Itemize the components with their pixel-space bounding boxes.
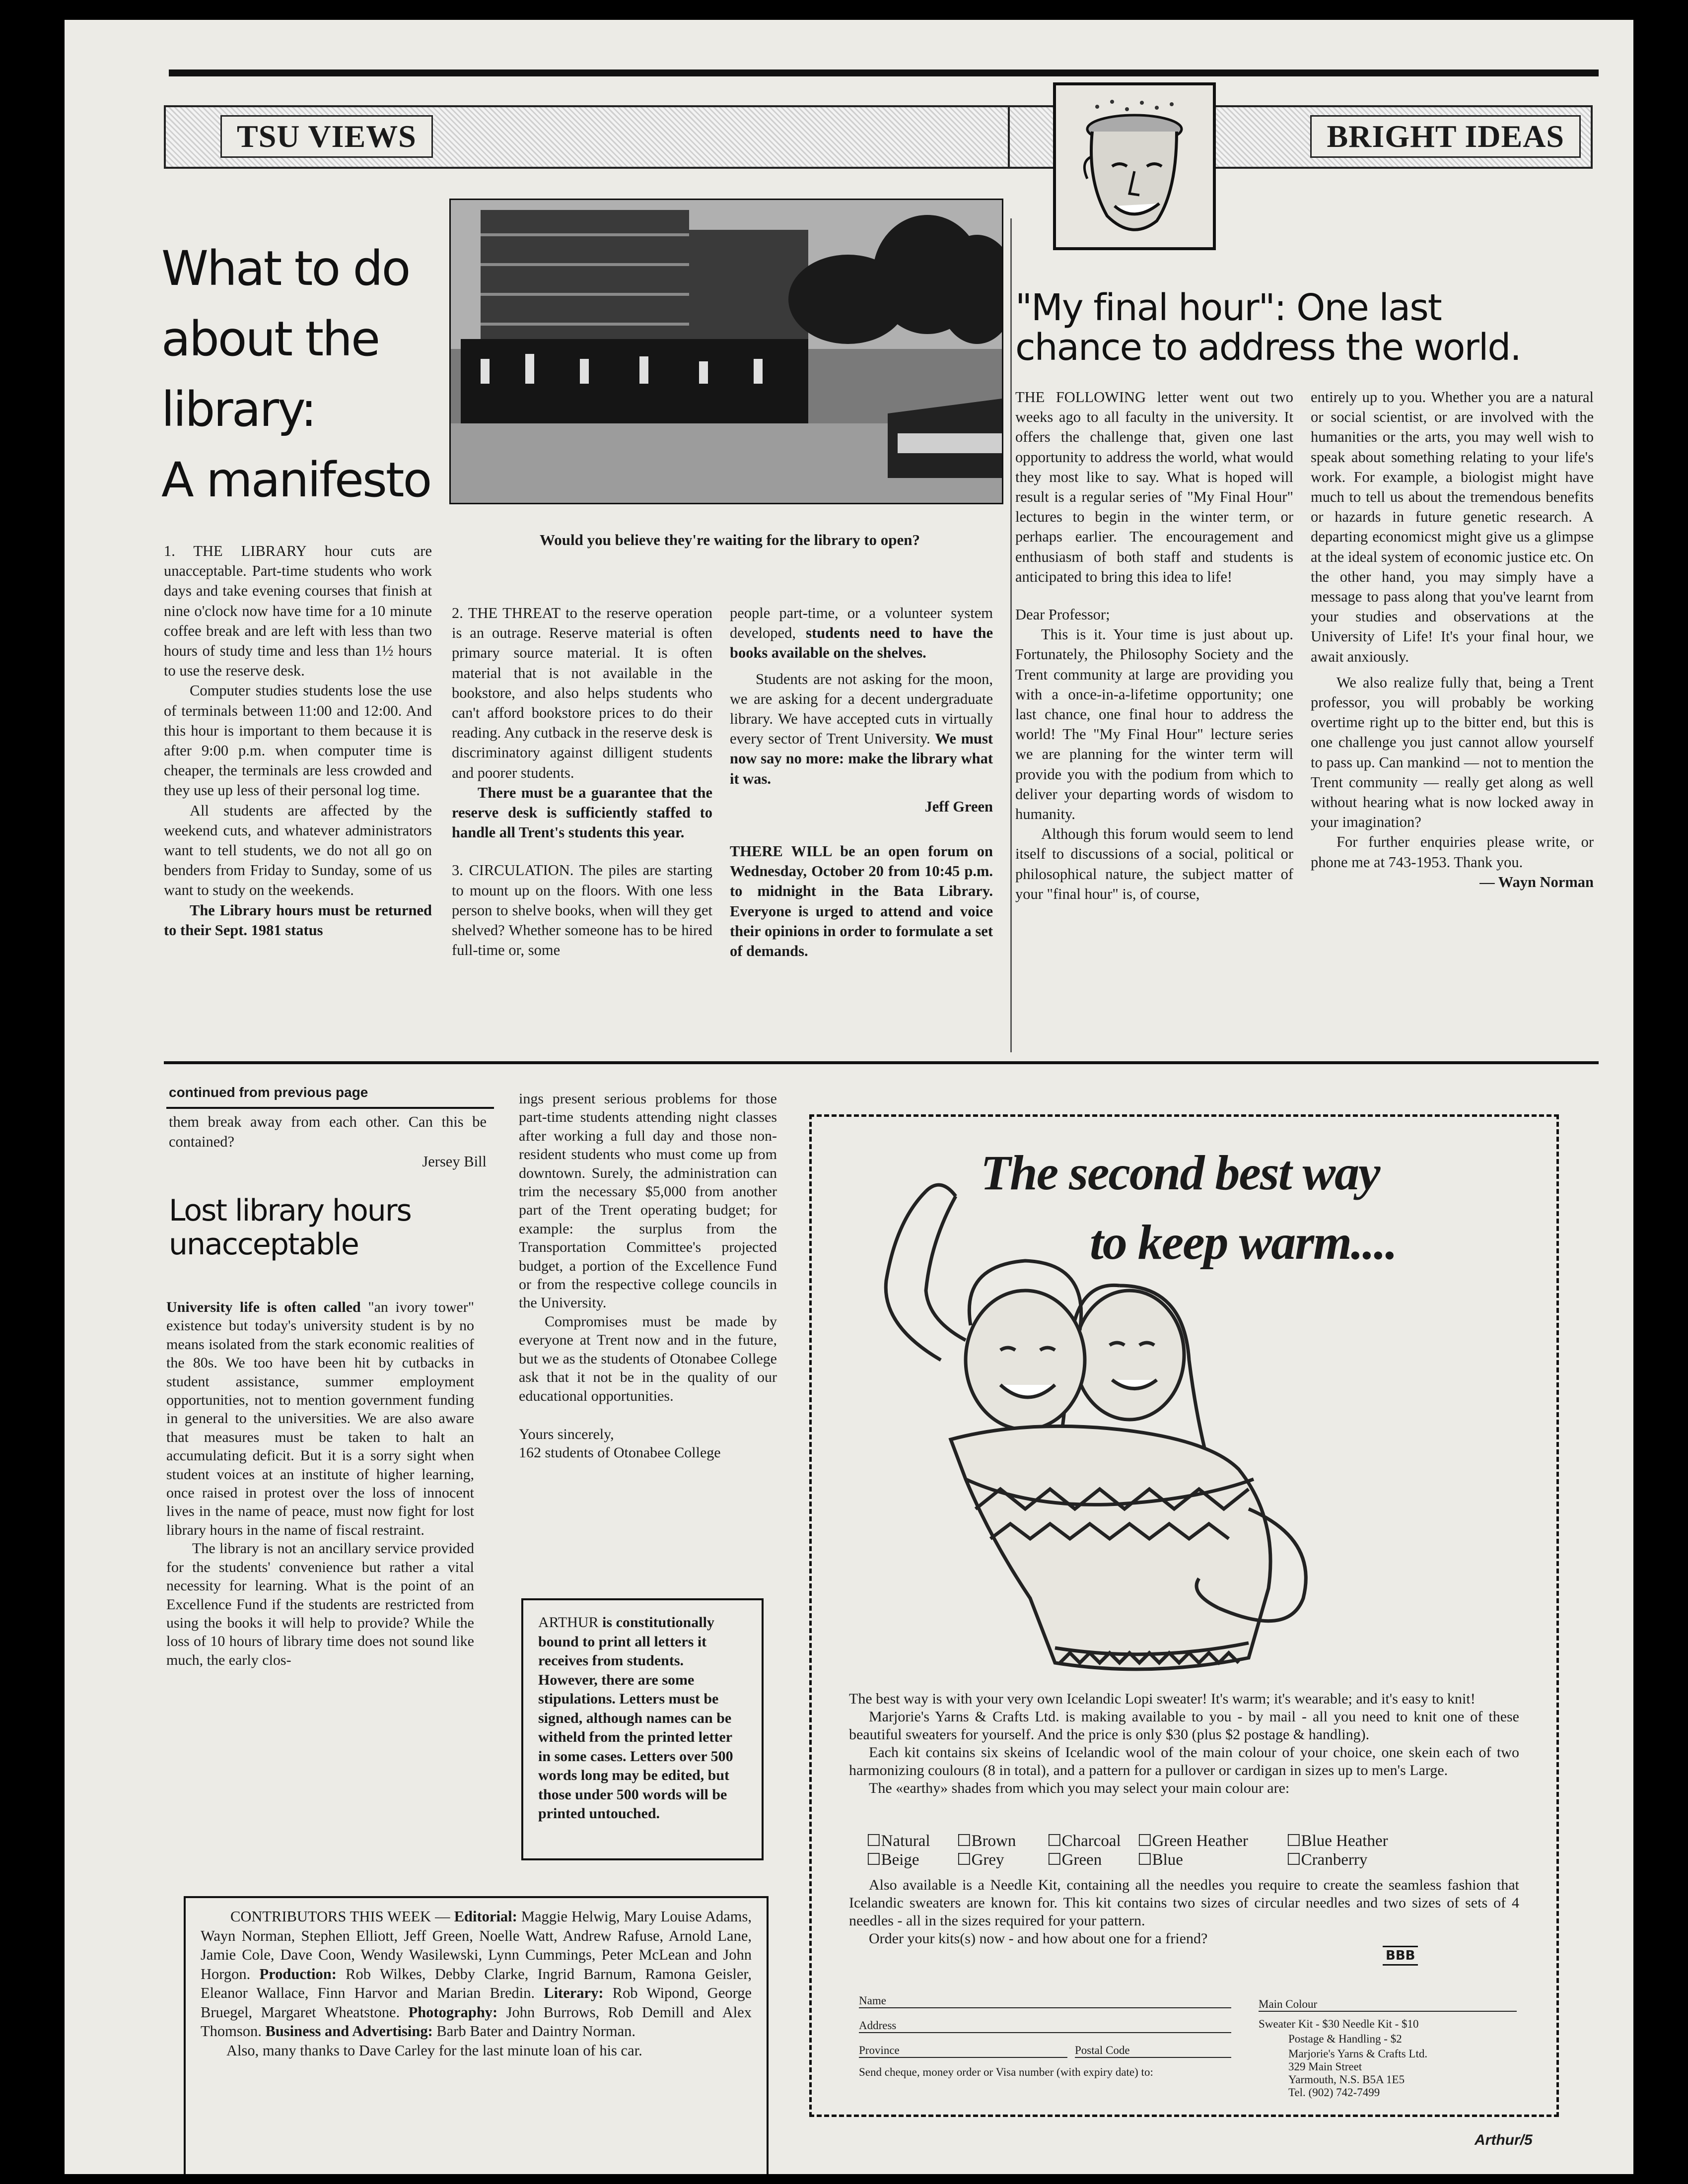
colour-row-1 — [866, 1832, 1527, 1850]
ad-paragraph-2: Marjorie's Yarns & Crafts Ltd. is making available to you - by mail - all you need to knit one of these beautiful sweaters for yourself. And the price is only $30 (plus $2 postage & handling). — [849, 1708, 1519, 1743]
lost-hours-paragraph-3: ings present serious problems for those part-time students attending night classes after working a full day and those non-resident students who must come up from downtown. Surely, the administration can trim the necessary $5,000 from another part of the Trent operating budget; for example: the surplus from the Transportation Committee's projected budget, a portion of the Excellence Fund or from the respective college councils in the University. — [519, 1091, 777, 1311]
colour-option[interactable]: ☐Beige — [866, 1851, 919, 1869]
ad-headline-2: to keep warm.... — [1090, 1215, 1397, 1270]
colour-option[interactable]: ☐Blue Heather — [1286, 1832, 1388, 1850]
ad-logo: BBB — [1383, 1946, 1418, 1966]
colour-option[interactable]: ☐Green Heather — [1137, 1832, 1248, 1850]
manifesto-headline: What to do about the library: A manifesto — [161, 241, 431, 508]
ad-paragraph-3: Each kit contains six skeins of Icelandic wool of the main colour of your choice, one skein each of two harmonizing coulours (8 in total), and a pattern for a pullover or cardigan in sizes up to men's Large. — [849, 1744, 1519, 1778]
contributors-thanks: Also, many thanks to Dave Carley for the last minute loan of his car. — [226, 2042, 642, 2059]
form-name-field[interactable]: Name — [859, 1994, 1231, 2008]
tsu-views-label: TSU VIEWS — [220, 115, 433, 158]
form-province-field[interactable]: Province — [859, 2044, 1067, 2058]
final-hour-intro: THE FOLLOWING letter went out two weeks ago to all faculty in the university. It offers the challenge that, given one last opportunity to address the world, what would they most like to say. What is hoped will result is a regular series of "My Final Hour" lectures to begin in the winter term, or perhaps earlier. The encouragement and enthusiasm of both staff and students is anticipated to bring this idea to life! — [1015, 389, 1293, 585]
colour-option[interactable]: ☐Green — [1047, 1851, 1102, 1869]
lost-hours-paragraph-4: Compromises must be made by everyone at Trent now and in the future, but we as the students of Otonabee College ask that it not be in the quality of our educational opportunities. — [519, 1313, 777, 1404]
middle-rule — [164, 1061, 1599, 1064]
colour-option[interactable]: ☐Cranberry — [1286, 1851, 1368, 1869]
colour-option[interactable]: ☐Blue — [1137, 1851, 1183, 1869]
manifesto-col-3 — [730, 603, 993, 961]
ad-headline-1: The second best way — [981, 1145, 1380, 1200]
section-divider — [1010, 218, 1012, 1052]
continued-text: them break away from each other. Can this be contained? — [169, 1113, 487, 1151]
library-queue-photo — [449, 199, 1003, 504]
contributors-box — [184, 1896, 769, 2174]
ad-paragraph-1: The best way is with your very own Icelandic Lopi sweater! It's warm; it's wearable; and it's easy to knit! — [849, 1691, 1476, 1707]
ad-paragraph-5: Also available is a Needle Kit, containing all the needles you require to create the seamless fashion that Icelandic sweaters are known for. This kit contains two sizes of circular needles and two sizes of sets of 4 needles - all in the sizes required for your pattern. — [849, 1877, 1519, 1929]
manifesto-col-1 — [164, 541, 432, 940]
final-hour-paragraph-5: We also realize fully that, being a Trent professor, you will probably be working overtime right up to the bitter end, but this is one challenge you just cannot allow yourself to pass up. Can mankind — not to mention the Trent community — really get along as well without hearing what is now locked away in your imagination? — [1311, 674, 1594, 831]
lost-hours-col-1 — [166, 1298, 474, 1669]
final-hour-col-2 — [1311, 387, 1594, 892]
form-address-field[interactable]: Address — [859, 2019, 1231, 2033]
colour-option[interactable]: ☐Brown — [957, 1832, 1016, 1850]
arthur-letters-notice — [521, 1598, 764, 1860]
lost-hours-signers: 162 students of Otonabee College — [519, 1444, 721, 1461]
colour-option[interactable]: ☐Grey — [957, 1851, 1004, 1869]
colour-options — [866, 1832, 1527, 1869]
manifesto-point-2: 2. THE THREAT to the reserve operation is an outrage. Reserve material is often primary source material. It is often material that is not available in the bookstore, and also helps students who can't afford bookstore prices to do their reading. Any cutback in the reserve desk is discriminatory against dilligent students and poorer students. — [452, 605, 712, 781]
final-hour-salutation: Dear Professor; — [1015, 606, 1110, 623]
final-hour-paragraph-4: entirely up to you. Whether you are a natural or social scientist, or are involved with the humanities or the arts, you may well wish to speak about something relating to your life's work. For example, a biologist might have much to tell us about the tremendous benefits or hazards in future genetic research. A departing economicst might give us a glimpse at the ideal system of economic justice etc. On the other hand, you may simply have a message to pass along that you've learnt from your studies and observations at the University of Life! It's your final hour, we await anxiously. — [1311, 389, 1594, 665]
continued-label: continued from previous page — [169, 1085, 368, 1100]
ad-needle-kit — [849, 1876, 1519, 1948]
form-main-colour-field[interactable]: Main Colour — [1259, 1998, 1517, 2012]
manifesto-point-3: 3. CIRCULATION. The piles are starting to mount up on the floors. With one less person to shelve books, when will they get shelved? Whether someone has to be hired full-time or, some — [452, 862, 712, 959]
thinker-head-illustration — [1053, 82, 1216, 251]
continued-signature: Jersey Bill — [422, 1153, 487, 1170]
lost-hours-paragraph-2: The library is not an ancillary service provided for the students' convenience but rather a vital necessity for learning. What is the point of an Excellence Fund if the students are restricted from using the books it will help to provide? While the loss of 10 hours of library time does not sound like much, the early clos- — [166, 1540, 474, 1668]
colour-row-2 — [866, 1850, 1527, 1869]
manifesto-circulation-cont: people part-time, or a volunteer system developed, students need to have the books available on the shelves. — [730, 605, 993, 662]
manifesto-computer-studies: Computer studies students lose the use of terminals between 11:00 and 12:00. And this hour is important to them because it is after 9:00 p.m. when computer time is cheaper, the terminals are less crowded and they use up less of their personal log time. — [164, 682, 432, 799]
manifesto-hours-demand: The Library hours must be returned to their Sept. 1981 status — [164, 901, 432, 939]
lost-hours-col-2 — [519, 1090, 777, 1462]
final-hour-enquiries: For further enquiries please write, or phone me at 743-1953. Thank you. — [1311, 833, 1594, 871]
continued-underline — [166, 1107, 494, 1109]
colour-option[interactable]: ☐Charcoal — [1047, 1832, 1121, 1850]
page-number: Arthur/5 — [1475, 2132, 1533, 2148]
manifesto-col-2 — [452, 603, 712, 960]
photo-caption: Would you believe they're waiting for the library to open? — [539, 531, 920, 548]
final-hour-headline: "My final hour": One last chance to address the world. — [1015, 286, 1521, 369]
tsu-views-header — [164, 105, 1012, 169]
bright-ideas-label: BRIGHT IDEAS — [1310, 115, 1581, 158]
final-hour-signature: — Wayn Norman — [1479, 873, 1594, 890]
manifesto-point-1: 1. THE LIBRARY hour cuts are unacceptable. Part-time students who work days and take evening courses that finish at nine o'clock now have time for a 10 minute coffee break and are left with less than two hours of study time and less than 1½ hours to use the reserve desk. — [164, 543, 432, 680]
final-hour-paragraph-3: Although this forum would seem to lend itself to discussions of a social, political or philosophical nature, the subject matter of your "final hour" is, of course, — [1015, 825, 1293, 902]
manifesto-reserve-demand: There must be a guarantee that the reserve desk is sufficiently staffed to handle all Trent's students this year. — [452, 784, 712, 841]
manifesto-decent-library: Students are not asking for the moon, we are asking for a decent undergraduate library. We have accepted cuts in virtually every sector of Trent University. We must now say no more: make the library what it was. — [730, 670, 993, 787]
form-postage: Postage & Handling - $2 — [1288, 2033, 1402, 2045]
form-send-instructions: Send cheque, money order or Visa number (with expiry date) to: — [859, 2066, 1153, 2078]
couple-in-sweaters-illustration — [842, 1161, 1412, 1707]
vendor-address: Marjorie's Yarns & Crafts Ltd. 329 Main Street Yarmouth, N.S. B5A 1E5 Tel. (902) 742-7499 — [1288, 2048, 1428, 2099]
top-rule — [169, 69, 1599, 76]
continued-text-block — [169, 1112, 487, 1172]
ad-paragraph-6: Order your kits(s) now - and how about one for a friend? — [869, 1930, 1208, 1947]
colour-option[interactable]: ☐Natural — [866, 1832, 930, 1850]
manifesto-weekend-cuts: All students are affected by the weekend cuts, and whatever administrators want to tell students, we do not all go on benders from Friday to Sunday, some of us want to study on the weekends. — [164, 802, 432, 899]
lost-hours-paragraph-1: University life is often called "an ivory tower" existence but today's university student is by no means isolated from the stark economic realities of the 80s. We too have been hit by cutbacks in student assistance, summer employment opportunities, not to mention government funding in general to the universities. We are also aware that measures must be taken to halt an accumulating deficit. But it is a sorry sight when student voices at an institute of higher learning, once raised in protest over the loss of innocent lives in the name of peace, must now fight for lost library hours in the name of fiscal restraint. — [166, 1299, 474, 1538]
lost-hours-headline: Lost library hours unacceptable — [169, 1193, 411, 1262]
arthur-notice-text: ARTHUR is constitutionally bound to print all letters it receives from students. However, there are some stipulations. Letters must be signed, although names can be witheld from the printed letter in some cases. Letters over 500 words long may be edited, but those under 500 words will be printed untouched. — [538, 1614, 733, 1822]
newspaper-page — [65, 20, 1633, 2174]
contributors-text: CONTRIBUTORS THIS WEEK — Editorial: Maggie Helwig, Mary Louise Adams, Wayn Norman, Stephen Elliott, Jeff Green, Noelle Watt, Andrew Rafuse, Arnold Lane, Jamie Cole, Dave Coon, Wendy Wasilewski, Lynn Cummings, Peter McLean and John Horgon. Production: Rob Wilkes, Debby Clarke, Ingrid Barnum, Ramona Geisler, Eleanor Wallace, Finn Harvor and Marian Bredin. Literary: Rob Wipond, George Bruegel, Margaret Wheatstone. Photography: John Burrows, Rob Demill and Alex Thomson. Business and Advertising: Barb Bater and Daintry Norman. — [201, 1908, 752, 2040]
final-hour-paragraph-2: This is it. Your time is just about up. Fortunately, the Philosophy Society and the Trent community at large are providing you with a once-in-a-lifetime opportunity; one last chance, one final hour to address the world! The "My Final Hour" lecture series we are planning for the winter term will provide you with the podium from which to deliver your departing words of wisdom to humanity. — [1015, 626, 1293, 823]
lost-hours-closing: Yours sincerely, — [519, 1426, 614, 1442]
photo-image — [451, 200, 1002, 503]
ad-paragraph-4: The «earthy» shades from which you may select your main colour are: — [869, 1780, 1290, 1796]
open-forum-notice: THERE WILL be an open forum on Wednesday, October 20 from 10:45 p.m. to midnight in the Bata Library. Everyone is urged to attend and voice their opinions in order to formulate a set of demands. — [730, 843, 993, 960]
final-hour-col-1 — [1015, 387, 1293, 904]
manifesto-signature: Jeff Green — [924, 798, 993, 815]
ad-body — [849, 1690, 1519, 1797]
sweater-advertisement — [809, 1114, 1559, 2117]
form-prices: Sweater Kit - $30 Needle Kit - $10 — [1259, 2018, 1419, 2030]
form-postal-code-field[interactable]: Postal Code — [1075, 2044, 1231, 2058]
